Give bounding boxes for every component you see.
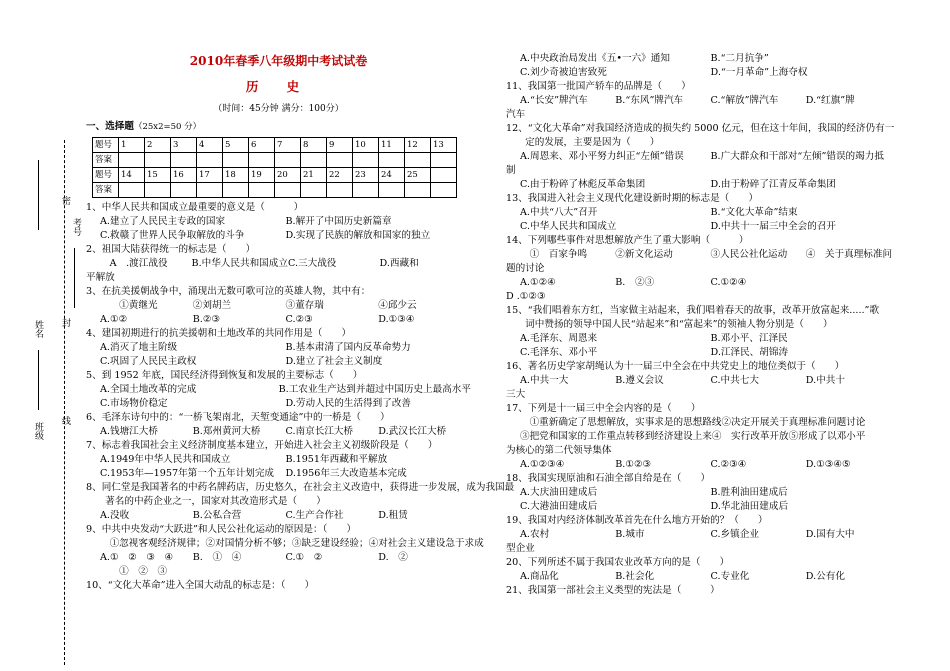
option-row [506,486,901,500]
grid-cell: 题号 [93,168,119,183]
answer-option: A.没收 [100,510,130,521]
question-stem: 14、下列哪些事件对思想解放产生了重大影响（ ） [506,235,749,246]
option-row [86,341,471,355]
answer-option: D.①③④ [378,314,415,325]
question-stem: 17、下列是十一届三中全会内容的是（ ） [506,403,701,414]
option-row [506,178,901,192]
grid-cell: 题号 [93,138,119,153]
answer-cell[interactable] [379,153,405,168]
grid-row [93,138,457,153]
answer-option: D.劳动人民的生活得到了改善 [285,398,412,409]
answer-option: ③人民公社化运动 [710,249,788,260]
question [506,276,901,304]
question-stem: 16、著名历史学家胡绳认为十一届三中全会在中共党史上的地位类似于（ ） [506,361,845,372]
option-row [506,430,901,444]
answer-option: A.中央政治局发出《五•一六》通知 [520,53,670,64]
answer-option: B.遵义会议 [615,375,664,386]
question-stem: 21、我国第一部社会主义类型的宪法是（ ） [506,585,720,596]
answer-option: C.1953年—1957年第一个五年计划完成 [100,468,275,479]
answer-option: ④ 实行改革开放⑤形成了以邓小平 [711,431,866,442]
question [506,234,901,276]
option-row [86,537,484,551]
answer-option: D.由于粉碎了江青反革命集团 [710,179,837,190]
question [86,411,471,439]
answer-option: B.郑州黄河大桥 [192,426,261,437]
answer-option: ① ② ③ [100,566,168,577]
grid-cell: 24 [379,168,405,183]
grid-cell: 14 [119,168,145,183]
answer-option: ②刘胡兰 [192,300,232,311]
question-stem: 12、“文化大革命”对我国经济造成的损失约 5000 亿元，但在这十年间，我国的经济仍有一 [506,123,895,134]
grid-cell: 4 [197,138,223,153]
question-stem: 11、我国第一批国产轿车的品牌是（ ） [506,81,691,92]
answer-cell[interactable] [431,183,457,198]
option-row [506,220,901,234]
answer-option: ④邱少云 [378,300,417,311]
student-name-label: 姓名 [33,320,43,338]
grid-cell: 答案 [93,153,119,168]
option-row [506,94,901,108]
question [506,122,901,178]
answer-option: C.巩固了人民民主政权 [100,356,197,367]
answer-option: D.西藏和 [379,258,419,269]
answer-option: D.中共十 [805,375,845,386]
question-stem: 15、“我们唱着东方红，当家做主站起来，我们唱着春天的故事，改革开放富起来.....”歌 [506,305,880,316]
grid-cell: 10 [353,138,379,153]
answer-option: C.南京长江大桥 [285,426,354,437]
option-row [506,346,901,360]
option-row [86,355,471,369]
answer-option: C.②③ [285,314,313,325]
answer-option: A.消灭了地主阶级 [100,342,178,353]
answer-option: D.武汉长江大桥 [378,426,447,437]
question-stem: 6、毛泽东诗句中的：“一桥飞架南北，天堑变通途”中的一桥是（ ） [86,412,390,423]
answer-cell[interactable] [171,183,197,198]
grid-cell [431,168,457,183]
option-row [86,509,471,523]
answer-option: D.建立了社会主义制度 [285,356,383,367]
answer-cell[interactable] [145,183,171,198]
question [86,285,471,327]
question [86,327,471,369]
answer-option: A.①②④ [520,277,556,288]
question-stem: 9、中共中央发动“大跃进”和人民公社化运动的原因是：（ ） [86,524,357,535]
answer-cell[interactable] [119,153,145,168]
seal-char-feng: 封 [60,318,70,327]
answer-option: D.租赁 [378,510,408,521]
question [506,52,901,80]
answer-cell[interactable] [275,153,301,168]
grid-cell: 19 [249,168,275,183]
question-stem: 4、建国初期进行的抗美援朝和土地改革的共同作用是（ ） [86,328,352,339]
seal-char-xian: 线 [60,416,70,425]
answer-option: A.大庆油田建成后 [520,487,598,498]
answer-option: B.“东风”牌汽车 [615,95,684,106]
grid-cell: 7 [275,138,301,153]
section-title: 一、选择题 [86,121,134,132]
question [86,243,471,285]
option-row [506,458,901,472]
question-stem: 18、我国实现原油和石油全部自给是在（ ） [506,473,711,484]
grid-cell: 13 [431,138,457,153]
option-row [86,565,471,579]
option-row [506,52,901,66]
exam-number-label: 考号 [71,218,81,236]
option-row [506,150,901,164]
answer-cell[interactable] [119,183,145,198]
option-row [506,500,901,514]
question [506,192,901,234]
answer-cell[interactable] [275,183,301,198]
answer-option: ①重新确定了思想解放，实事求是的思想路线 [520,417,722,428]
answer-option: B.邓小平、江泽民 [710,333,788,344]
question [86,579,471,593]
answer-option: ①忽视客观经济规律；②对国情分析不够；③缺乏建设经验；④对社会主义建设急于求成 [100,538,484,549]
answer-option: ③把党和国家的工作重点转移到经济建设上来 [520,431,712,442]
answer-cell[interactable] [353,183,379,198]
grid-cell: 12 [405,138,431,153]
answer-cell[interactable] [249,153,275,168]
grid-cell: 25 [405,168,431,183]
question [506,584,901,598]
answer-option: C.“解放”牌汽车 [710,95,779,106]
option-row [506,332,901,346]
class-label: 班级 [33,422,43,440]
answer-option: B.社会化 [615,571,655,582]
grid-cell: 22 [327,168,353,183]
question-wrap-text: 为核心的第二代领导集体 [506,445,612,456]
class-blank[interactable] [38,160,39,230]
answer-option: A.① ② ③ ④ [100,552,174,563]
answer-option: ①黄继光 [100,300,158,311]
option-row [86,397,471,411]
question-stem: 词中赞扬的领导中国人民“站起来”和“富起来”的领袖人物分别是（ ） [506,319,833,330]
grid-row [93,183,457,198]
subject-title: 历 史 [245,79,312,94]
grid-cell: 11 [379,138,405,153]
question [86,439,471,481]
answer-option [806,276,901,290]
answer-option: C.市场物价稳定 [100,398,168,409]
answer-cell[interactable] [353,153,379,168]
question [506,402,901,458]
answer-option: B.基本肃清了国内反革命势力 [285,342,411,353]
answer-option: ②新文化运动 [615,249,673,260]
option-row [506,206,901,220]
question-wrap-text: 平解放 [86,272,115,283]
option-row [86,467,471,481]
answer-option: ③董存瑞 [285,300,324,311]
answer-option: A.中共一大 [520,375,569,386]
answer-cell[interactable] [405,153,431,168]
question-stem: 19、我国对内经济体制改革首先在什么地方开始的？（ ） [506,515,768,526]
exam-title: 2010年春季八年级期中考试试卷 [189,54,368,68]
answer-cell[interactable] [301,183,327,198]
answer-option: B.“文化大革命”结束 [710,207,798,218]
answer-option: D.实现了民族的解放和国家的独立 [285,230,431,241]
question-wrap-text: 制 [506,165,516,176]
question-stem: 10、“文化大革命”进入全国大动乱的标志是：（ ） [86,580,315,591]
answer-option: B. ① ④ [192,552,242,563]
answer-option: D.华北油田建成后 [710,501,789,512]
grid-cell: 6 [249,138,275,153]
seal-char-mi: 密 [60,196,70,205]
answer-option: C.专业化 [710,571,750,582]
question [86,481,515,523]
question [506,514,901,556]
option-row [86,215,471,229]
grid-row [93,168,457,183]
option-row [86,257,471,271]
grid-cell: 3 [171,138,197,153]
grid-row [93,153,457,168]
answer-option: C.① ② [285,552,323,563]
answer-option: C.中华人民共和国成立 [520,221,617,232]
option-row [86,229,471,243]
grid-cell: 答案 [93,183,119,198]
answer-option: C.中共七大 [710,375,759,386]
answer-cell[interactable] [379,183,405,198]
grid-cell: 1 [119,138,145,153]
question-stem: 5、到 1952 年底，国民经济得到恢复和发展的主要标志（ ） [86,370,363,381]
question-stem: 著名的中药企业之一，国家对其改造形式是（ ） [86,496,326,507]
option-row [86,425,471,439]
grid-cell: 20 [275,168,301,183]
option-row [506,570,901,584]
question [506,304,901,360]
answer-cell[interactable] [327,153,353,168]
option-row [86,551,471,565]
grid-cell: 16 [171,168,197,183]
left-column [86,48,515,593]
answer-cell[interactable] [327,183,353,198]
exam-meta: （时间：45分钟 满分：100分） [213,104,344,114]
answer-option: A.全国土地改革的完成 [100,384,197,395]
answer-cell[interactable] [249,183,275,198]
question-stem: 8、同仁堂是我国著名的中药名牌药店，历史悠久，在社会主义改造中，获得进一步发展，成为我国最 [86,482,515,493]
question [506,360,901,402]
answer-option: A.①② [100,314,128,325]
question-wrap-text: 题的讨论 [506,263,545,274]
option-row [86,453,471,467]
grid-cell: 5 [223,138,249,153]
answer-option: C.由于粉碎了林彪反革命集团 [520,179,646,190]
answer-option: A.周恩来、邓小平努力纠正“左倾”错误 [520,151,684,162]
question [86,201,471,243]
option-row [86,313,471,327]
option-row [86,299,471,313]
answer-cell[interactable] [301,153,327,168]
binding-margin [30,140,81,660]
answer-cell[interactable] [171,153,197,168]
answer-option: ②决定开展关于真理标准问题讨论 [721,417,866,428]
answer-cell[interactable] [223,153,249,168]
answer-option: C.②③④ [710,459,747,470]
question [86,369,471,411]
question-stem: 7、标志着我国社会主义经济制度基本建立，开始进入社会主义初级阶段是（ ） [86,440,438,451]
option-row [506,528,901,542]
question-stem: 20、下列所述不属于我国农业改革方向的是（ ） [506,557,730,568]
grid-cell: 23 [353,168,379,183]
answer-option: A.农村 [520,529,550,540]
answer-option: B.广大群众和干部对“左倾”错误的竭力抵 [710,151,884,162]
answer-option: D.江泽民、胡锦涛 [710,347,789,358]
grid-cell: 9 [327,138,353,153]
grid-cell: 8 [301,138,327,153]
answer-option: C.刘少奇被迫害致死 [520,67,607,78]
option-row [86,383,471,397]
question-stem: 3、在抗美援朝战争中，涌现出无数可歌可泣的英雄人物，其中有： [86,286,371,297]
question-wrap-text: 汽车 [506,109,526,120]
answer-option: B.胜利油田建成后 [710,487,788,498]
answer-option: B.工农业生产达到并超过中国历史上最高水平 [278,384,471,395]
question [506,472,901,514]
question-wrap-text: 三大 [506,389,526,400]
answer-option: B.城市 [615,529,645,540]
question [506,458,901,472]
question-stem: 定的发展，主要是因为（ ） [506,137,660,148]
answer-option: D.1956年三大改造基本完成 [285,468,407,479]
answer-option: A.毛泽东、周恩来 [520,333,598,344]
answer-option: B.解开了中国历史新篇章 [285,216,392,227]
answer-option: B.1951年西藏和平解放 [285,454,388,465]
option-row [506,416,901,430]
answer-option: ① 百家争鸣 [520,249,588,260]
answer-option: A.“长安”牌汽车 [520,95,588,106]
question-stem: 2、祖国大陆获得统一的标志是（ ） [86,244,256,255]
student-name-blank[interactable] [38,350,39,410]
answer-option: C.毛泽东、邓小平 [520,347,598,358]
answer-option: C.救赣了世界人民争取解放的斗争 [100,230,245,241]
answer-option: B.公私合营 [192,510,242,521]
answer-option: A.①②③④ [520,459,565,470]
answer-cell[interactable] [197,183,223,198]
answer-option: D.中共十一届三中全会的召开 [710,221,837,232]
section-points: （25x2=50 分） [133,122,202,132]
answer-grid [92,137,457,198]
answer-option [286,565,472,579]
answer-option: C.生产合作社 [285,510,344,521]
answer-option: C.①②④ [710,277,747,288]
answer-option: D.“一月革命”上海夺权 [710,67,808,78]
answer-option: B.②③ [192,314,221,325]
answer-option: A.中共“八大”召开 [520,207,598,218]
answer-cell[interactable] [145,153,171,168]
answer-option: A.商品化 [520,571,559,582]
grid-cell: 18 [223,168,249,183]
grid-cell: 15 [145,168,171,183]
answer-option: ④ 关于真理标准问 [805,249,893,260]
answer-option: C.三大战役 [287,258,337,269]
answer-cell[interactable] [431,153,457,168]
answer-option: D. ② [378,552,408,563]
answer-option: B.中华人民共和国成立 [191,258,288,269]
left-question-list [86,201,515,593]
question [506,556,901,584]
answer-option: C.乡镇企业 [710,529,759,540]
answer-option: A .渡江战役 [100,258,168,269]
answer-cell[interactable] [197,153,223,168]
exam-number-blank[interactable] [74,248,75,308]
question [86,523,484,579]
grid-cell: 17 [197,168,223,183]
answer-option: D.①③④⑤ [805,459,851,470]
answer-option: B. ②③ [615,277,655,288]
answer-option: D.国有大中 [805,529,855,540]
question [506,80,901,122]
answer-option: B.“二月抗争” [710,53,769,64]
option-row [506,374,901,388]
answer-option: A.1949年中华人民共和国成立 [100,454,231,465]
question [506,178,901,192]
section-heading [86,120,471,134]
question-wrap-text: D .①②③ [506,291,546,302]
binding-dashed-line [64,140,65,665]
option-row [506,248,901,262]
option-row [506,66,901,80]
answer-option: A.钱塘江大桥 [100,426,158,437]
answer-option: B.①②③ [615,459,652,470]
answer-option: C.大港油田建成后 [520,501,598,512]
right-question-list [506,52,901,598]
answer-option: D.公有化 [805,571,845,582]
question-wrap-text: 型企业 [506,543,535,554]
grid-cell: 21 [301,168,327,183]
option-row [506,276,901,290]
question-stem: 13、我国进入社会主义现代化建设新时期的标志是（ ） [506,193,759,204]
right-column [506,52,901,598]
answer-cell[interactable] [223,183,249,198]
answer-option: D.“红旗”牌 [805,95,855,106]
answer-cell[interactable] [405,183,431,198]
grid-cell: 2 [145,138,171,153]
question-stem: 1、中华人民共和国成立最重要的意义是（ ） [86,202,304,213]
answer-option: A.建立了人民民主专政的国家 [100,216,226,227]
